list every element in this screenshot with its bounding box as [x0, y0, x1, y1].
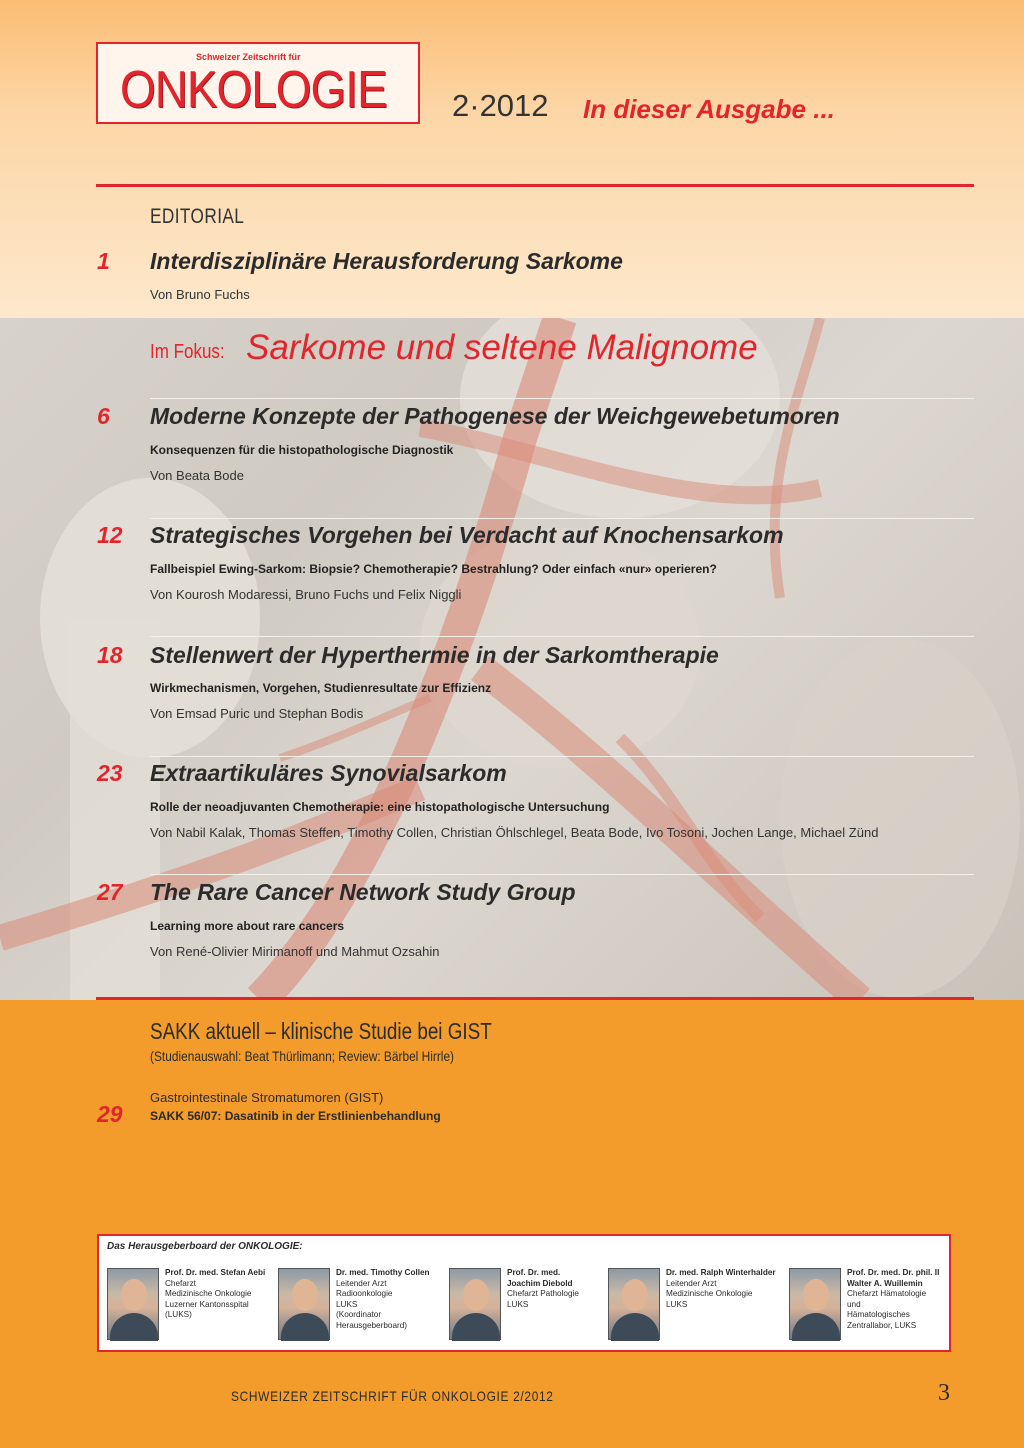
board-member — [789, 1268, 947, 1346]
issue-number: 2·2012 — [452, 88, 549, 123]
member-role: Medizinische Onkologie — [666, 1289, 753, 1298]
member-role: Leitender Arzt — [666, 1278, 717, 1288]
article-authors: Von Emsad Puric und Stephan Bodis — [150, 706, 364, 721]
article-title[interactable]: Moderne Konzepte der Pathogenese der Weichgewebetumoren — [150, 403, 840, 429]
board-member — [107, 1268, 277, 1346]
article-subtitle: Rolle der neoadjuvanten Chemotherapie: eine histopathologische Untersuchung — [150, 800, 610, 814]
member-role: Medizinische Onkologie — [165, 1289, 252, 1298]
focus-prefix: Im Fokus: — [150, 341, 225, 363]
article-authors: Von Beata Bode — [150, 468, 244, 483]
article-title[interactable]: Strategisches Vorgehen bei Verdacht auf Knochensarkom — [150, 522, 784, 548]
journal-logo — [96, 42, 420, 124]
sakk-page-number: 29 — [97, 1101, 123, 1127]
member-role: Chefarzt Hämatologie — [847, 1289, 927, 1298]
logo-subtitle: Schweizer Zeitschrift für — [196, 52, 301, 62]
member-role: LUKS — [336, 1299, 358, 1309]
logo-title: ONKOLOGIE — [120, 61, 387, 119]
article-divider — [150, 398, 974, 399]
member-name: Dr. med. Timothy Collen — [336, 1268, 430, 1277]
editorial-label: EDITORIAL — [150, 205, 245, 228]
article-subtitle: Learning more about rare cancers — [150, 919, 345, 933]
member-photo — [107, 1268, 159, 1340]
article-subtitle: Konsequenzen für die histopathologische Diagnostik — [150, 443, 454, 457]
article-authors: Von Kourosh Modaressi, Bruno Fuchs und Felix Niggli — [150, 587, 462, 602]
article-title[interactable]: Extraartikuläres Synovialsarkom — [150, 760, 507, 786]
sakk-divider — [96, 997, 974, 1000]
member-name: Joachim Diebold — [507, 1278, 573, 1288]
member-name: Prof. Dr. med. Stefan Aebi — [165, 1268, 266, 1277]
editorial-page-number: 1 — [97, 248, 110, 274]
member-role: Radioonkologie — [336, 1289, 393, 1298]
member-role: (LUKS) — [165, 1310, 192, 1319]
board-title: Das Herausgeberboard der ONKOLOGIE: — [107, 1241, 303, 1252]
footer-background — [0, 1000, 1024, 1448]
editorial-board — [97, 1234, 951, 1352]
sakk-study-title[interactable]: SAKK 56/07: Dasatinib in der Erstlinienbehandlung — [150, 1109, 441, 1123]
member-photo — [449, 1268, 501, 1340]
editorial-title[interactable]: Interdisziplinäre Herausforderung Sarkome — [150, 248, 623, 274]
member-photo — [608, 1268, 660, 1340]
member-name-prefix: Prof. Dr. med. — [507, 1268, 561, 1277]
article-divider — [150, 756, 974, 757]
member-photo — [789, 1268, 841, 1340]
article-title[interactable]: Stellenwert der Hyperthermie in der Sarkomtherapie — [150, 642, 719, 668]
sakk-subtitle: (Studienauswahl: Beat Thürlimann; Review: Bärbel Hirrle) — [150, 1048, 455, 1064]
article-divider — [150, 636, 974, 637]
article-authors: Von Nabil Kalak, Thomas Steffen, Timothy Collen, Christian Öhlschlegel, Beata Bode, Ivo Tosoni, Jochen Lange, Michael Zünd — [150, 825, 879, 840]
member-role: Zentrallabor, LUKS — [847, 1320, 917, 1330]
article-page-number: 27 — [97, 879, 123, 905]
member-photo — [278, 1268, 330, 1340]
sakk-title: SAKK aktuell – klinische Studie bei GIST — [150, 1018, 492, 1044]
article-page-number: 18 — [97, 642, 123, 668]
member-name: Prof. Dr. med. Dr. phil. II — [847, 1268, 940, 1277]
member-role: Hämatologisches — [847, 1310, 910, 1319]
member-role: Chefarzt — [165, 1278, 196, 1288]
sakk-topic: Gastrointestinale Stromatumoren (GIST) — [150, 1090, 384, 1105]
editorial-authors: Von Bruno Fuchs — [150, 287, 250, 302]
article-authors: Von René-Olivier Mirimanoff und Mahmut Ozsahin — [150, 944, 440, 959]
member-role: Luzerner Kantonsspital — [165, 1299, 249, 1309]
member-role: (Koordinator — [336, 1310, 382, 1319]
member-role: LUKS — [666, 1299, 688, 1309]
header-divider — [96, 184, 974, 187]
focus-title: Sarkome und seltene Malignome — [246, 328, 758, 367]
member-name: Dr. med. Ralph Winterhalder — [666, 1268, 776, 1277]
article-subtitle: Wirkmechanismen, Vorgehen, Studienresultate zur Effizienz — [150, 681, 492, 695]
board-member — [449, 1268, 609, 1346]
board-member — [608, 1268, 788, 1346]
issue-heading: In dieser Ausgabe ... — [583, 94, 835, 124]
member-role: und — [847, 1299, 861, 1309]
article-subtitle: Fallbeispiel Ewing-Sarkom: Biopsie? Chemotherapie? Bestrahlung? Oder einfach «nur» operieren? — [150, 562, 717, 576]
article-page-number: 23 — [97, 760, 123, 786]
member-role: LUKS — [507, 1299, 529, 1309]
article-title[interactable]: The Rare Cancer Network Study Group — [150, 879, 576, 905]
board-member — [278, 1268, 448, 1346]
article-divider — [150, 874, 974, 875]
article-divider — [150, 518, 974, 519]
member-role: Herausgeberboard) — [336, 1320, 408, 1330]
member-role: Leitender Arzt — [336, 1278, 387, 1288]
article-page-number: 6 — [97, 403, 110, 429]
journal-footer: SCHWEIZER ZEITSCHRIFT FÜR ONKOLOGIE 2/2012 — [231, 1388, 554, 1404]
page-number: 3 — [938, 1380, 950, 1406]
member-name: Walter A. Wuillemin — [847, 1278, 923, 1288]
member-role: Chefarzt Pathologie — [507, 1289, 579, 1298]
article-page-number: 12 — [97, 522, 123, 548]
